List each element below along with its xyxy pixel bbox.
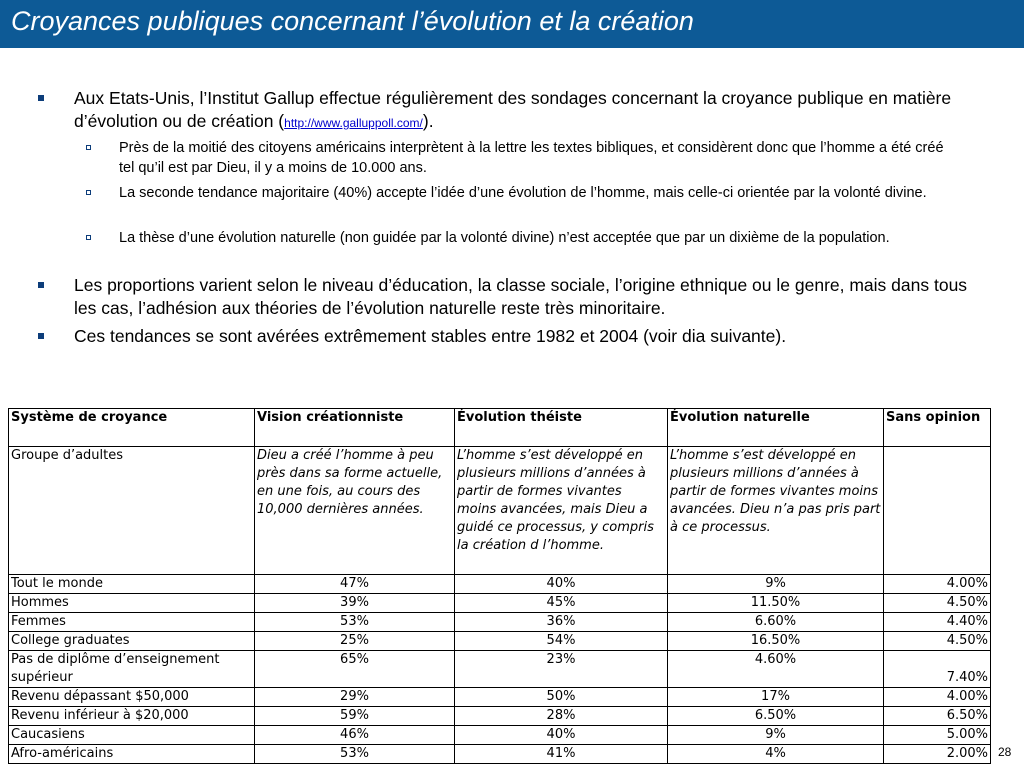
cell-theistic: 36% [455, 613, 668, 632]
cell-no-opinion: 6.50% [884, 707, 991, 726]
cell-group: Hommes [9, 594, 255, 613]
cell-theistic: 41% [455, 745, 668, 764]
table-row [9, 594, 991, 613]
cell-group-label: Groupe d’adultes [9, 447, 255, 575]
cell-theistic: 54% [455, 632, 668, 651]
cell-no-opinion: 4.00% [884, 575, 991, 594]
cell-no-opinion: 2.00% [884, 745, 991, 764]
sub-bullet-text: La thèse d’une évolution naturelle (non guidée par la volonté divine) n’est acceptée que par un dixième de la population. [119, 230, 890, 246]
cell-creationist: 39% [255, 594, 455, 613]
cell-theistic: 23% [455, 651, 668, 688]
cell-creationist: 25% [255, 632, 455, 651]
cell-group: Pas de diplôme d’enseignement supérieur [9, 651, 255, 688]
cell-no-opinion: 5.00% [884, 726, 991, 745]
cell-group: Tout le monde [9, 575, 255, 594]
table-row [9, 651, 991, 688]
belief-table [8, 408, 991, 764]
cell-no-opinion-definition [884, 447, 991, 575]
table-row [9, 745, 991, 764]
cell-natural: 16.50% [668, 632, 884, 651]
cell-creationist: 65% [255, 651, 455, 688]
table-row [9, 688, 991, 707]
sub-bullet-marker [86, 235, 91, 240]
cell-natural: 4% [668, 745, 884, 764]
cell-theistic: 28% [455, 707, 668, 726]
cell-group: Afro-américains [9, 745, 255, 764]
title-bar [0, 0, 1024, 48]
cell-creationist: 53% [255, 745, 455, 764]
table-row [9, 613, 991, 632]
cell-group: Caucasiens [9, 726, 255, 745]
cell-natural: 17% [668, 688, 884, 707]
cell-natural: 4.60% [668, 651, 884, 688]
cell-creationist: 47% [255, 575, 455, 594]
bullet-marker [38, 333, 44, 339]
cell-no-opinion: 4.50% [884, 632, 991, 651]
cell-no-opinion: 4.00% [884, 688, 991, 707]
bullet-marker [38, 282, 44, 288]
gallup-link[interactable]: http://www.galluppoll.com/ [284, 116, 423, 130]
sub-bullet-marker [86, 145, 91, 150]
cell-natural: 9% [668, 726, 884, 745]
bullet-text: Aux Etats-Unis, l’Institut Gallup effectue régulièrement des sondages concernant la croyance publique en matière d’évolution ou de création (http://www.galluppoll.com/). [74, 88, 952, 131]
cell-creationist: 29% [255, 688, 455, 707]
sub-bullet-text: La seconde tendance majoritaire (40%) accepte l’idée d’une évolution de l’homme, mais celle-ci orientée par la volonté divine. [119, 185, 927, 201]
sub-bullet-text: Près de la moitié des citoyens américains interprètent à la lettre les textes bibliques, et considèrent donc que l’homme a été créé tel qu’il est par Dieu, il y a moins de 10.000 ans. [119, 140, 944, 176]
cell-group: Femmes [9, 613, 255, 632]
cell-group: Revenu inférieur à $20,000 [9, 707, 255, 726]
bullet-text: Les proportions varient selon le niveau d’éducation, la classe sociale, l’origine ethnique ou le genre, mais dans tous les cas, l’adhésion aux théories de l’évolution naturelle reste très minoritaire. [74, 275, 968, 318]
cell-natural: 6.50% [668, 707, 884, 726]
page-number: 28 [998, 745, 1012, 759]
sub-bullet-marker [86, 190, 91, 195]
header-no-opinion: Sans opinion [884, 409, 991, 447]
header-theistic: Évolution théiste [455, 409, 668, 447]
cell-creationist-definition: Dieu a créé l’homme à peu près dans sa forme actuelle, en une fois, au cours des 10,000 dernières années. [255, 447, 455, 575]
table-row [9, 632, 991, 651]
table-row [9, 707, 991, 726]
cell-creationist: 53% [255, 613, 455, 632]
table-row [9, 575, 991, 594]
bullet-text: Ces tendances se sont avérées extrêmement stables entre 1982 et 2004 (voir dia suivante). [74, 326, 787, 346]
cell-creationist: 46% [255, 726, 455, 745]
cell-group: College graduates [9, 632, 255, 651]
cell-no-opinion: 4.40% [884, 613, 991, 632]
cell-theistic-definition: L’homme s’est développé en plusieurs millions d’années à partir de formes vivantes moins avancées, mais Dieu a guidé ce processus, y compris la création d l’homme. [455, 447, 668, 575]
cell-theistic: 40% [455, 575, 668, 594]
bullet-marker [38, 95, 44, 101]
header-belief-system: Système de croyance [9, 409, 255, 447]
definition-row [9, 447, 991, 575]
cell-no-opinion: 7.40% [884, 651, 991, 688]
header-creationist: Vision créationniste [255, 409, 455, 447]
cell-natural-definition: L’homme s’est développé en plusieurs millions d’années à partir de formes vivantes moins avancées. Dieu n’a pas pris part à ce processus. [668, 447, 884, 575]
table-row [9, 726, 991, 745]
cell-creationist: 59% [255, 707, 455, 726]
cell-no-opinion: 4.50% [884, 594, 991, 613]
cell-natural: 11.50% [668, 594, 884, 613]
table-header-row [9, 409, 991, 447]
cell-natural: 9% [668, 575, 884, 594]
cell-theistic: 50% [455, 688, 668, 707]
slide-title: Croyances publiques concernant l’évolution et la création [11, 6, 694, 36]
cell-theistic: 40% [455, 726, 668, 745]
cell-natural: 6.60% [668, 613, 884, 632]
cell-theistic: 45% [455, 594, 668, 613]
header-natural: Évolution naturelle [668, 409, 884, 447]
cell-group: Revenu dépassant $50,000 [9, 688, 255, 707]
